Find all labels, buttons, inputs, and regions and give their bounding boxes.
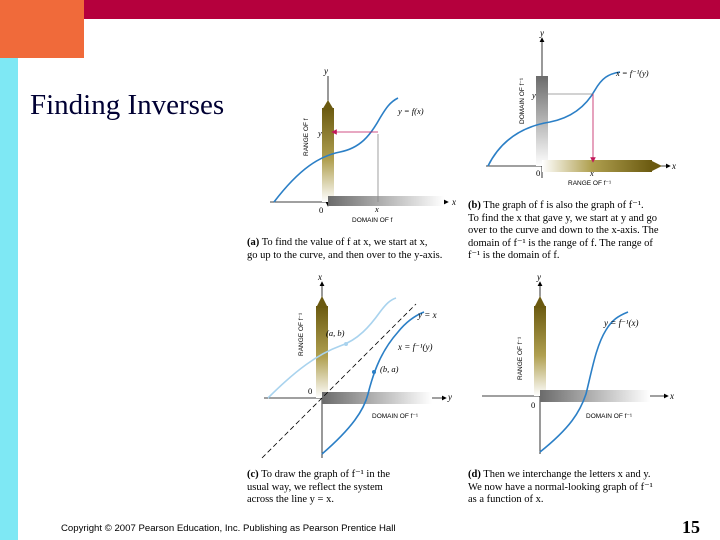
panel-c-domain-title: DOMAIN OF f⁻¹ [372, 413, 419, 420]
panel-b-domain-title: DOMAIN OF f⁻¹ [519, 77, 526, 124]
copyright-notice: Copyright © 2007 Pearson Education, Inc. Publishing as Pearson Prentice Hall [61, 523, 396, 534]
panel-d-domain-title: DOMAIN OF f⁻¹ [586, 413, 633, 420]
panel-c-point-ba-label: (b, a) [380, 364, 399, 374]
panel-b-caption-line-2: To find the x that gave y, we start at y and go [468, 212, 657, 224]
panel-c-point-ab [344, 342, 348, 346]
panel-d-range-title: RANGE OF f⁻¹ [517, 336, 524, 380]
panel-a-curve [274, 98, 398, 202]
panel-c [262, 272, 452, 458]
panel-d-range-band [534, 306, 546, 396]
panel-a-haxis-label: x [452, 197, 456, 207]
panel-c-line-label: y = x [418, 310, 437, 320]
panel-d-domain-band [540, 390, 650, 402]
panel-c-caption-line-3: across the line y = x. [247, 494, 334, 505]
panel-b-curve-label: x = f⁻¹(y) [616, 68, 649, 78]
panel-b-vaxis-label: y [540, 28, 544, 38]
panel-d-caption-line-3: as a function of x. [468, 494, 544, 505]
corner-accent-box [0, 0, 84, 58]
panel-c-domain-band [322, 392, 432, 404]
panel-b-caption-line-3: over to the curve and down to the x-axis. The [468, 225, 659, 236]
panel-a-caption [247, 237, 442, 262]
panel-c-caption-line-1: To draw the graph of f⁻¹ in the [261, 469, 391, 480]
panel-a [270, 66, 456, 224]
panel-b-caption-label: (b) [468, 200, 481, 211]
panel-a-y-mark: y [318, 128, 322, 138]
panel-b-caption-line-4: domain of f⁻¹ is the range of f. The range of [468, 237, 653, 249]
panel-b-domain-band [536, 76, 548, 166]
top-accent-bar [0, 0, 720, 19]
panel-d-caption-line-1: Then we interchange the letters x and y. [483, 469, 651, 480]
panel-c-range-title: RANGE OF f⁻¹ [298, 312, 305, 356]
panel-c-caption-label: (c) [247, 469, 259, 480]
panel-d-curve-label: y = f⁻¹(x) [604, 318, 639, 328]
panel-a-range-arrowhead [322, 100, 334, 110]
panel-c-point-ab-label: (a, b) [326, 328, 345, 338]
panel-d-caption-label: (d) [468, 469, 481, 480]
panel-c-point-ba [372, 370, 376, 374]
panel-a-domain-band [328, 196, 444, 206]
panel-b-origin: 0 [536, 168, 541, 178]
panel-d-caption [468, 469, 653, 507]
panel-d-vaxis-label: y [537, 272, 541, 282]
panel-a-caption-line-2: go up to the curve, and then over to the y-axis. [247, 249, 443, 261]
panel-a-caption-label: (a) [247, 237, 260, 248]
panel-d-haxis-label: x [670, 391, 674, 401]
panel-b-caption-line-5: f⁻¹ is the domain of f. [468, 250, 560, 261]
panel-b [486, 28, 676, 187]
panel-a-origin: 0 [319, 205, 324, 215]
panel-b-range-band [542, 160, 652, 172]
panel-b-caption [468, 200, 659, 263]
panel-d-curve [540, 312, 628, 452]
page-number: 15 [682, 517, 700, 537]
slide-title: Finding Inverses [30, 89, 225, 121]
panel-a-caption-line-1: To find the value of f at x, we start at x, [261, 237, 428, 248]
panel-b-range-arrowhead [650, 160, 662, 172]
panel-c-vaxis-label: x [318, 272, 322, 282]
panel-b-curve [488, 72, 620, 166]
panel-a-range-title: RANGE OF f [303, 118, 310, 156]
panel-d [482, 272, 674, 454]
panel-a-curve-label: y = f(x) [398, 106, 424, 116]
side-accent-bar [0, 58, 18, 540]
panel-b-x-mark: x [590, 168, 594, 178]
panel-d-range-arrowhead [534, 296, 546, 308]
panel-c-curve-label: x = f⁻¹(y) [398, 342, 433, 352]
inverse-function-figure [240, 28, 720, 518]
panel-a-x-mark: x [375, 204, 379, 214]
panel-b-haxis-label: x [672, 161, 676, 171]
panel-c-caption-line-2: usual way, we reflect the system [247, 481, 383, 493]
panel-c-caption [247, 469, 390, 507]
panel-d-caption-line-2: We now have a normal-looking graph of f⁻¹ [468, 481, 653, 493]
panel-c-origin: 0 [308, 386, 313, 396]
panel-a-domain-title: DOMAIN OF f [352, 217, 393, 224]
panel-c-range-arrowhead [316, 296, 328, 308]
panel-b-range-title: RANGE OF f⁻¹ [568, 180, 612, 187]
panel-a-vaxis-label: y [324, 66, 328, 76]
panel-c-original-curve [268, 298, 396, 398]
panel-d-origin: 0 [531, 400, 536, 410]
panel-b-caption-line-1: The graph of f is also the graph of f⁻¹. [483, 200, 644, 211]
panel-c-haxis-label: y [448, 392, 452, 402]
panel-b-y-mark: y [532, 90, 536, 100]
